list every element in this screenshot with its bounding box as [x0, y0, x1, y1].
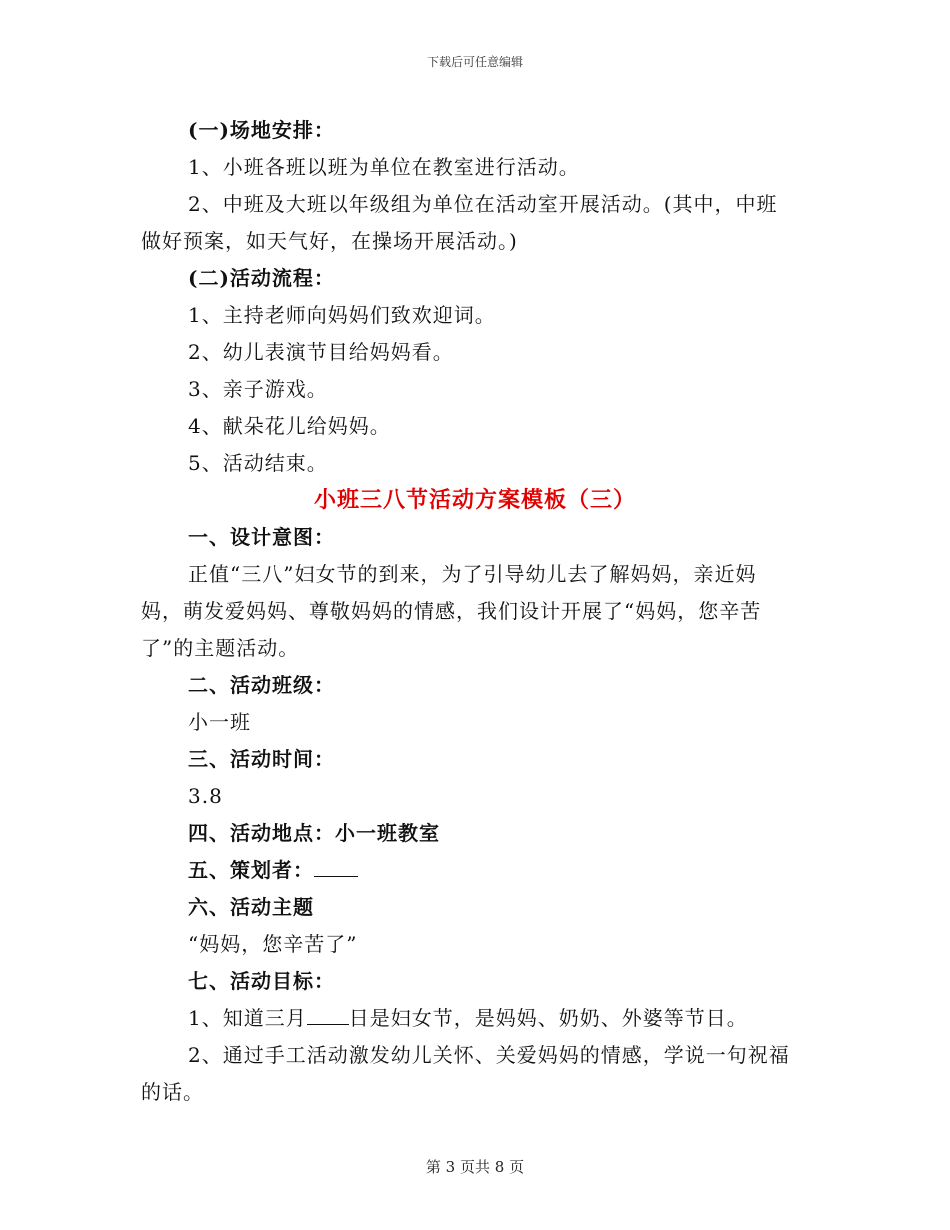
goals-item-1-before: 1、知道三月 [188, 1006, 307, 1030]
venue-item-2-line-1: 2、中班及大班以年级组为单位在活动室开展活动。(其中，中班 [188, 192, 778, 216]
flow-item-1: 1、主持老师向妈妈们致欢迎词。 [188, 303, 496, 327]
design-line-3: 了”的主题活动。 [141, 636, 300, 660]
design-line-1: 正值“三八”妇女节的到来，为了引导幼儿去了解妈妈，亲近妈 [188, 562, 757, 586]
time-heading: 三、活动时间： [188, 747, 335, 771]
design-heading: 一、设计意图： [188, 525, 335, 549]
venue-heading: (一)场地安排： [188, 118, 335, 142]
planner-label: 五、策划者： [188, 858, 314, 882]
flow-heading: (二)活动流程： [188, 266, 335, 290]
document-title: 小班三八节活动方案模板（三） [313, 487, 636, 513]
flow-item-4: 4、献朵花儿给妈妈。 [188, 414, 391, 438]
document-body [141, 112, 809, 1111]
flow-item-3: 3、亲子游戏。 [188, 377, 328, 401]
class-value: 小一班 [188, 710, 251, 734]
date-blank [307, 1002, 349, 1025]
flow-item-5: 5、活动结束。 [188, 451, 328, 475]
planner-line [141, 852, 809, 889]
goals-item-1 [141, 1000, 809, 1037]
time-value: 3.8 [188, 784, 223, 808]
venue-item-2-line-2: 做好预案，如天气好，在操场开展活动。) [141, 229, 518, 253]
class-heading: 二、活动班级： [188, 673, 335, 697]
flow-item-2: 2、幼儿表演节目给妈妈看。 [188, 340, 454, 364]
planner-blank [314, 854, 358, 877]
goals-item-2-line-1: 2、通过手工活动激发幼儿关怀、关爱妈妈的情感，学说一句祝福 [188, 1043, 790, 1067]
venue-item-1: 1、小班各班以班为单位在教室进行活动。 [188, 155, 580, 179]
theme-value: “妈妈，您辛苦了” [188, 932, 358, 956]
page-footer: 第 3 页共 8 页 [425, 1158, 525, 1176]
goals-heading: 七、活动目标： [188, 969, 335, 993]
design-line-2: 妈，萌发爱妈妈、尊敬妈妈的情感，我们设计开展了“妈妈，您辛苦 [141, 599, 762, 623]
goals-item-1-after: 日是妇女节，是妈妈、奶奶、外婆等节日。 [348, 1006, 748, 1030]
page-header: 下载后可任意编辑 [426, 55, 523, 69]
goals-item-2-line-2: 的话。 [141, 1080, 204, 1104]
place-line: 四、活动地点：小一班教室 [188, 821, 440, 845]
theme-heading: 六、活动主题 [188, 895, 314, 919]
